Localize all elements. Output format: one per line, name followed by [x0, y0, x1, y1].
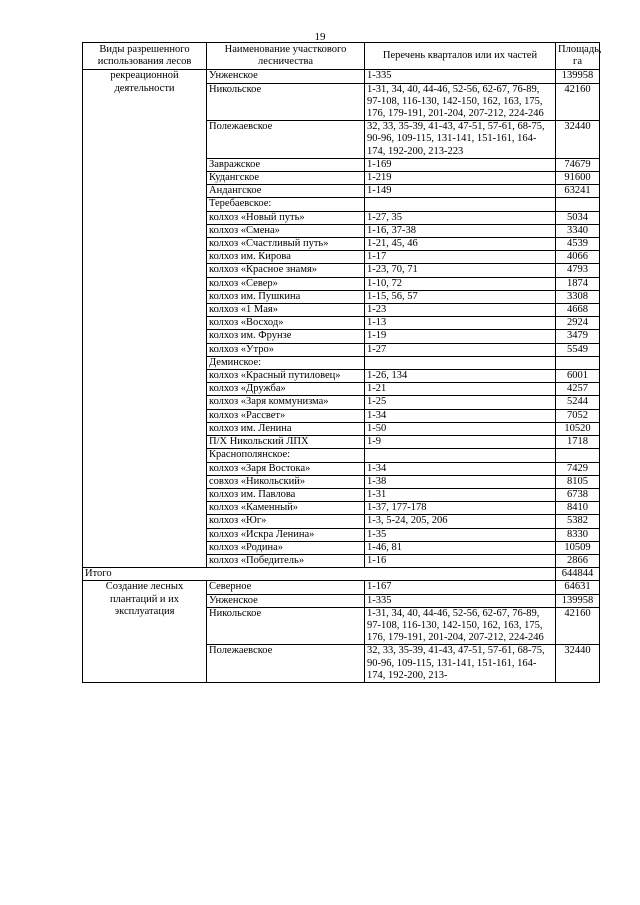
- table-header-row: [83, 43, 600, 70]
- quarters-cell: [365, 356, 556, 369]
- quarters-cell: 1-34: [365, 409, 556, 422]
- area-cell: 6001: [556, 370, 600, 383]
- total-label: Итого: [83, 568, 556, 581]
- table-row: [83, 70, 600, 83]
- area-cell: 3479: [556, 330, 600, 343]
- quarters-cell: 1-46, 81: [365, 541, 556, 554]
- quarters-cell: 1-335: [365, 70, 556, 83]
- area-cell: 4066: [556, 251, 600, 264]
- quarters-cell: 1-23: [365, 304, 556, 317]
- quarters-cell: 1-13: [365, 317, 556, 330]
- area-cell: 2866: [556, 554, 600, 567]
- forestry-name-cell: Никольское: [207, 83, 365, 121]
- area-cell: 7052: [556, 409, 600, 422]
- table-row: [83, 581, 600, 594]
- quarters-cell: 1-34: [365, 462, 556, 475]
- forestry-name-cell: колхоз им. Ленина: [207, 422, 365, 435]
- total-area: 644844: [556, 568, 600, 581]
- use-type-cell: Создание лесных плантаций и их эксплуатация: [83, 581, 207, 683]
- area-cell: 64631: [556, 581, 600, 594]
- forestry-name-cell: колхоз «Родина»: [207, 541, 365, 554]
- area-cell: 8330: [556, 528, 600, 541]
- area-cell: 139958: [556, 594, 600, 607]
- area-cell: 91600: [556, 172, 600, 185]
- forestry-name-cell: Кудангское: [207, 172, 365, 185]
- forestry-name-cell: Унженское: [207, 594, 365, 607]
- forestry-name-cell: колхоз «Красное знамя»: [207, 264, 365, 277]
- area-cell: 7429: [556, 462, 600, 475]
- forestry-name-cell: Андангское: [207, 185, 365, 198]
- quarters-cell: 1-37, 177-178: [365, 502, 556, 515]
- use-type-cell: рекреационной деятельности: [83, 70, 207, 568]
- forestry-name-cell: колхоз «Каменный»: [207, 502, 365, 515]
- quarters-cell: 1-149: [365, 185, 556, 198]
- forestry-name-cell: Северное: [207, 581, 365, 594]
- area-cell: 63241: [556, 185, 600, 198]
- quarters-cell: 1-27: [365, 343, 556, 356]
- area-cell: [556, 449, 600, 462]
- quarters-cell: 1-35: [365, 528, 556, 541]
- area-cell: 42160: [556, 83, 600, 121]
- forestry-name-cell: колхоз «Искра Ленина»: [207, 528, 365, 541]
- table-body: [83, 70, 600, 683]
- forestry-name-cell: Деминское:: [207, 356, 365, 369]
- area-cell: 4257: [556, 383, 600, 396]
- quarters-cell: [365, 449, 556, 462]
- area-cell: 8105: [556, 475, 600, 488]
- forestry-name-cell: колхоз «Дружба»: [207, 383, 365, 396]
- quarters-cell: 1-17: [365, 251, 556, 264]
- area-cell: 5034: [556, 211, 600, 224]
- quarters-cell: 1-10, 72: [365, 277, 556, 290]
- quarters-cell: 1-31: [365, 488, 556, 501]
- quarters-cell: 1-31, 34, 40, 44-46, 52-56, 62-67, 76-89, 97-108, 116-130, 142-150, 162, 163, 175, 176, 179-191, 201-204, 207-212, 224-246: [365, 83, 556, 121]
- forestry-name-cell: совхоз «Никольский»: [207, 475, 365, 488]
- quarters-cell: 1-23, 70, 71: [365, 264, 556, 277]
- area-cell: 32440: [556, 121, 600, 159]
- area-cell: 32440: [556, 645, 600, 683]
- area-cell: 4668: [556, 304, 600, 317]
- quarters-cell: 1-3, 5-24, 205, 206: [365, 515, 556, 528]
- quarters-cell: 1-50: [365, 422, 556, 435]
- forest-use-table: [82, 42, 600, 683]
- forestry-name-cell: Теребаевское:: [207, 198, 365, 211]
- forestry-name-cell: Краснополянское:: [207, 449, 365, 462]
- forestry-name-cell: колхоз «Победитель»: [207, 554, 365, 567]
- forestry-name-cell: колхоз им. Кирова: [207, 251, 365, 264]
- quarters-cell: 1-25: [365, 396, 556, 409]
- forestry-name-cell: колхоз «Рассвет»: [207, 409, 365, 422]
- forestry-name-cell: Унженское: [207, 70, 365, 83]
- area-cell: 1874: [556, 277, 600, 290]
- quarters-cell: 1-26, 134: [365, 370, 556, 383]
- quarters-cell: 1-38: [365, 475, 556, 488]
- quarters-cell: 1-9: [365, 436, 556, 449]
- forestry-name-cell: колхоз им. Фрунзе: [207, 330, 365, 343]
- area-cell: 5549: [556, 343, 600, 356]
- quarters-cell: 1-16: [365, 554, 556, 567]
- page-number: 19: [314, 31, 326, 43]
- forestry-name-cell: колхоз «Новый путь»: [207, 211, 365, 224]
- quarters-cell: 1-27, 35: [365, 211, 556, 224]
- area-cell: 2924: [556, 317, 600, 330]
- header-forestry-name: Наименование участкового лесничества: [207, 43, 365, 70]
- forestry-name-cell: колхоз «Восход»: [207, 317, 365, 330]
- quarters-cell: 32, 33, 35-39, 41-43, 47-51, 57-61, 68-75, 90-96, 109-115, 131-141, 151-161, 164-174, 192-200, 213-223: [365, 121, 556, 159]
- forestry-name-cell: колхоз «Север»: [207, 277, 365, 290]
- forestry-name-cell: Завражское: [207, 158, 365, 171]
- quarters-cell: 1-335: [365, 594, 556, 607]
- quarters-cell: 1-167: [365, 581, 556, 594]
- quarters-cell: 1-21, 45, 46: [365, 238, 556, 251]
- header-use-type: Виды разрешенного использования лесов: [83, 43, 207, 70]
- forestry-name-cell: колхоз «Юг»: [207, 515, 365, 528]
- forestry-name-cell: колхоз им. Пушкина: [207, 290, 365, 303]
- quarters-cell: 1-31, 34, 40, 44-46, 52-56, 62-67, 76-89, 97-108, 116-130, 142-150, 162, 163, 175, 176, 179-191, 201-204, 207-212, 224-246: [365, 607, 556, 645]
- forestry-name-cell: колхоз «Заря Востока»: [207, 462, 365, 475]
- quarters-cell: 1-169: [365, 158, 556, 171]
- header-quarters: Перечень кварталов или их частей: [365, 43, 556, 70]
- total-row: [83, 568, 600, 581]
- area-cell: 8410: [556, 502, 600, 515]
- area-cell: 42160: [556, 607, 600, 645]
- forestry-name-cell: Полежаевское: [207, 121, 365, 159]
- quarters-cell: 32, 33, 35-39, 41-43, 47-51, 57-61, 68-75, 90-96, 109-115, 131-141, 151-161, 164-174, 192-200, 213-: [365, 645, 556, 683]
- forestry-name-cell: колхоз «Счастливый путь»: [207, 238, 365, 251]
- quarters-cell: 1-21: [365, 383, 556, 396]
- quarters-cell: 1-16, 37-38: [365, 224, 556, 237]
- area-cell: 10509: [556, 541, 600, 554]
- forestry-name-cell: колхоз «Смена»: [207, 224, 365, 237]
- forestry-name-cell: П/Х Никольский ЛПХ: [207, 436, 365, 449]
- area-cell: 3340: [556, 224, 600, 237]
- area-cell: 5244: [556, 396, 600, 409]
- area-cell: 5382: [556, 515, 600, 528]
- quarters-cell: 1-15, 56, 57: [365, 290, 556, 303]
- quarters-cell: 1-219: [365, 172, 556, 185]
- area-cell: 6738: [556, 488, 600, 501]
- forestry-name-cell: Полежаевское: [207, 645, 365, 683]
- area-cell: 139958: [556, 70, 600, 83]
- area-cell: 1718: [556, 436, 600, 449]
- quarters-cell: 1-19: [365, 330, 556, 343]
- forestry-name-cell: колхоз им. Павлова: [207, 488, 365, 501]
- area-cell: [556, 356, 600, 369]
- area-cell: [556, 198, 600, 211]
- forestry-name-cell: колхоз «Утро»: [207, 343, 365, 356]
- area-cell: 10520: [556, 422, 600, 435]
- forestry-name-cell: колхоз «Заря коммунизма»: [207, 396, 365, 409]
- forestry-name-cell: колхоз «Красный путиловец»: [207, 370, 365, 383]
- header-area: Площадь, га: [556, 43, 600, 70]
- area-cell: 74679: [556, 158, 600, 171]
- forestry-name-cell: колхоз «1 Мая»: [207, 304, 365, 317]
- area-cell: 4539: [556, 238, 600, 251]
- area-cell: 3308: [556, 290, 600, 303]
- quarters-cell: [365, 198, 556, 211]
- forestry-name-cell: Никольское: [207, 607, 365, 645]
- area-cell: 4793: [556, 264, 600, 277]
